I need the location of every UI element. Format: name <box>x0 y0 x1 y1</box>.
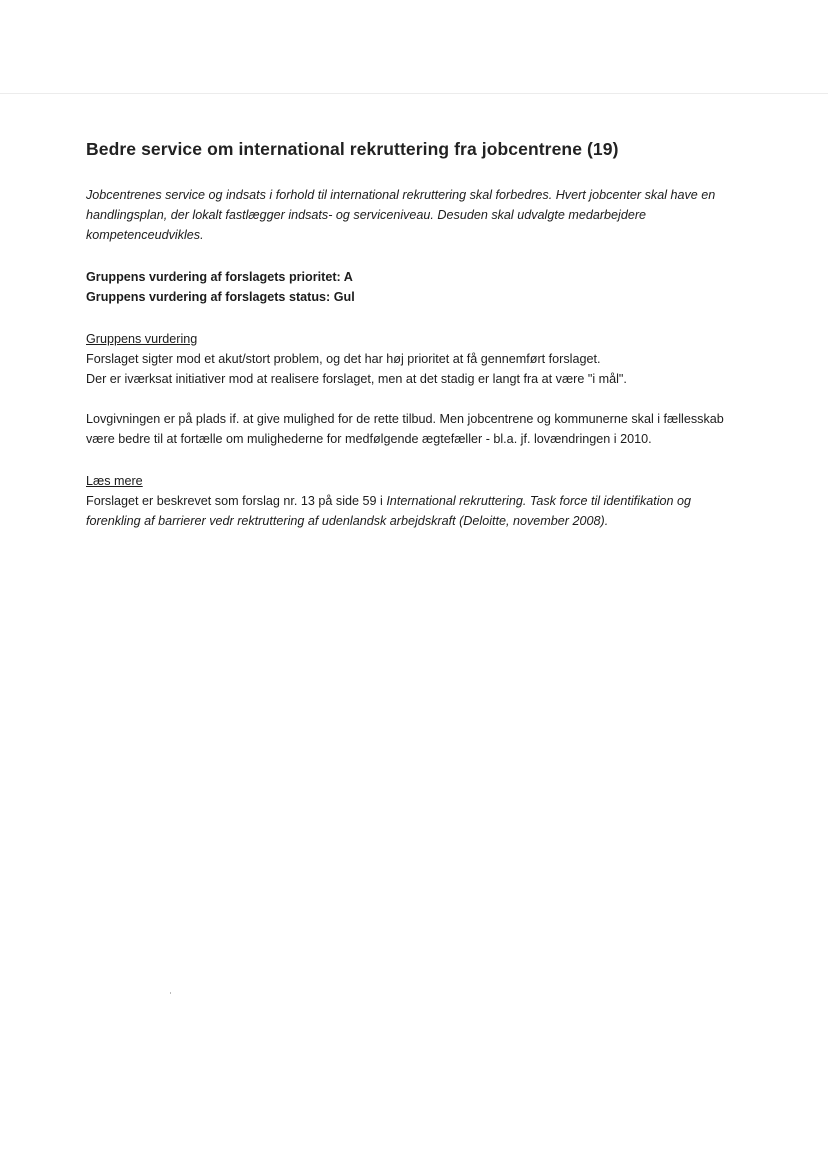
status-line: Gruppens vurdering af forslagets status: Gul <box>86 290 355 304</box>
assessment-line-1: Forslaget sigter mod et akut/stort problem, og det har høj prioritet at få gennemført forslaget. <box>86 352 601 366</box>
read-more-paragraph <box>86 491 736 531</box>
read-more-text: Forslaget er beskrevet som forslag nr. 13 på side 59 i <box>86 494 387 508</box>
scan-speck <box>170 992 171 994</box>
assessment-line-2: Der er iværksat initiativer mod at realisere forslaget, men at det stadig er langt fra at være "i mål". <box>86 372 627 386</box>
document-body <box>86 137 736 531</box>
read-more-citation: International rekruttering. Task force til identifikation og forenkling af barrierer vedr rektruttering af udenlandsk arbejdskraft (Deloitte, november 2008). <box>86 494 692 528</box>
intro-paragraph: Jobcentrenes service og indsats i forhold til international rekruttering skal forbedres. Hvert jobcenter skal have en handlingsplan, der lokalt fastlægger indsats- og serviceniveau. Desuden skal udvalgte medarbejdere kompetenceudvikles. <box>86 188 716 242</box>
scan-bleed-line <box>0 93 828 94</box>
assessment-heading: Gruppens vurdering <box>86 332 198 346</box>
document-title: Bedre service om international rekruttering fra jobcentrene (19) <box>86 139 619 159</box>
assessment-summary <box>86 267 736 307</box>
read-more-heading: Læs mere <box>86 474 143 488</box>
assessment-paragraph: Lovgivningen er på plads if. at give mulighed for de rette tilbud. Men jobcentrene og kommunerne skal i fællesskab være bedre til at fortælle om mulighederne for medfølgende ægtefæller - bl.a. jf. lovændringen i 2010. <box>86 412 724 446</box>
priority-line: Gruppens vurdering af forslagets prioritet: A <box>86 270 353 284</box>
